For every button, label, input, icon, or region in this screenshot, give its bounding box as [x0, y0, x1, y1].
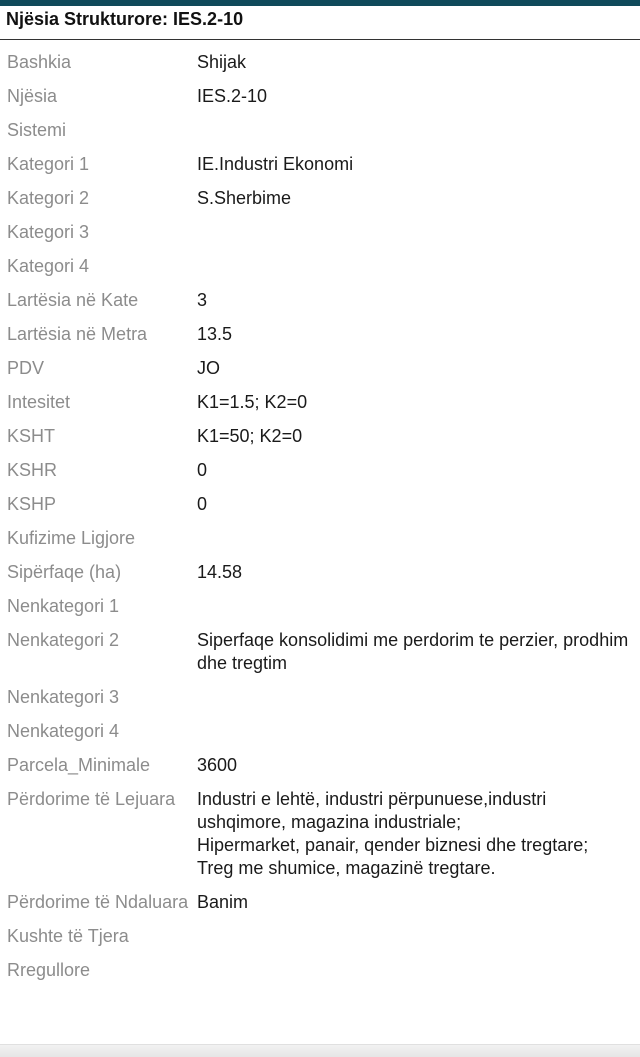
field-value: 0 — [197, 494, 208, 514]
field-row-kufizime-ligjore — [0, 524, 640, 558]
popup-title: Njësia Strukturore: IES.2-10 — [6, 9, 244, 29]
field-value: 0 — [197, 460, 208, 480]
field-row-njesia — [0, 82, 640, 116]
field-label: PDV — [7, 358, 45, 378]
field-value: K1=50; K2=0 — [197, 426, 303, 446]
field-value: Banim — [197, 892, 249, 912]
field-value: 13.5 — [197, 324, 233, 344]
field-row-nenkategori-1 — [0, 592, 640, 626]
field-label: Përdorime të Lejuara — [7, 789, 176, 809]
field-value: IES.2-10 — [197, 86, 268, 106]
field-label: Kategori 4 — [7, 256, 90, 276]
field-row-lartesia-metra — [0, 320, 640, 354]
attribute-table — [0, 48, 640, 990]
field-value: JO — [197, 358, 221, 378]
field-value: 3600 — [197, 755, 238, 775]
field-label: Sistemi — [7, 120, 67, 140]
field-label: Lartësia në Metra — [7, 324, 148, 344]
field-row-kategori-3 — [0, 218, 640, 252]
field-row-nenkategori-4 — [0, 717, 640, 751]
field-label: Bashkia — [7, 52, 72, 72]
field-row-intesitet — [0, 388, 640, 422]
field-label: KSHR — [7, 460, 58, 480]
field-row-kategori-4 — [0, 252, 640, 286]
bottom-scroll-shade — [0, 1044, 640, 1057]
popup-header — [0, 6, 640, 40]
field-label: Njësia — [7, 86, 58, 106]
field-label: Lartësia në Kate — [7, 290, 139, 310]
field-row-bashkia — [0, 48, 640, 82]
field-label: KSHT — [7, 426, 56, 446]
field-value: Industri e lehtë, industri përpunuese,industri ushqimore, magazina industriale; Hipermarket, panair, qender biznesi dhe tregtare; Treg me shumice, magazinë tregtare. — [197, 789, 589, 878]
field-row-ksht — [0, 422, 640, 456]
field-value: S.Sherbime — [197, 188, 292, 208]
field-label: KSHP — [7, 494, 57, 514]
field-row-kshp — [0, 490, 640, 524]
field-row-parcela-minimale — [0, 751, 640, 785]
field-label: Kategori 3 — [7, 222, 90, 242]
field-row-kategori-2 — [0, 184, 640, 218]
field-row-nenkategori-2 — [0, 626, 640, 683]
field-row-kushte-tjera — [0, 922, 640, 956]
field-value: IE.Industri Ekonomi — [197, 154, 354, 174]
field-label: Kushte të Tjera — [7, 926, 129, 946]
field-label: Kategori 1 — [7, 154, 90, 174]
field-value: K1=1.5; K2=0 — [197, 392, 308, 412]
field-row-sistemi — [0, 116, 640, 150]
field-label: Rregullore — [7, 960, 91, 980]
field-label: Parcela_Minimale — [7, 755, 151, 775]
field-value: Shijak — [197, 52, 247, 72]
field-row-rregullore — [0, 956, 640, 990]
field-label: Intesitet — [7, 392, 71, 412]
field-row-siperfaqe — [0, 558, 640, 592]
field-label: Nenkategori 4 — [7, 721, 120, 741]
field-row-pdv — [0, 354, 640, 388]
field-value: 14.58 — [197, 562, 243, 582]
field-row-perdorime-ndaluara — [0, 888, 640, 922]
field-label: Kategori 2 — [7, 188, 90, 208]
field-row-lartesia-kate — [0, 286, 640, 320]
field-row-kshr — [0, 456, 640, 490]
field-label: Kufizime Ligjore — [7, 528, 136, 548]
field-row-perdorime-lejuara — [0, 785, 640, 888]
field-label: Sipërfaqe (ha) — [7, 562, 122, 582]
field-label: Nenkategori 2 — [7, 630, 120, 650]
field-row-nenkategori-3 — [0, 683, 640, 717]
field-label: Nenkategori 3 — [7, 687, 120, 707]
field-value: Siperfaqe konsolidimi me perdorim te perzier, prodhim dhe tregtim — [197, 630, 629, 673]
field-label: Nenkategori 1 — [7, 596, 120, 616]
field-value: 3 — [197, 290, 208, 310]
field-label: Përdorime të Ndaluara — [7, 892, 189, 912]
field-row-kategori-1 — [0, 150, 640, 184]
